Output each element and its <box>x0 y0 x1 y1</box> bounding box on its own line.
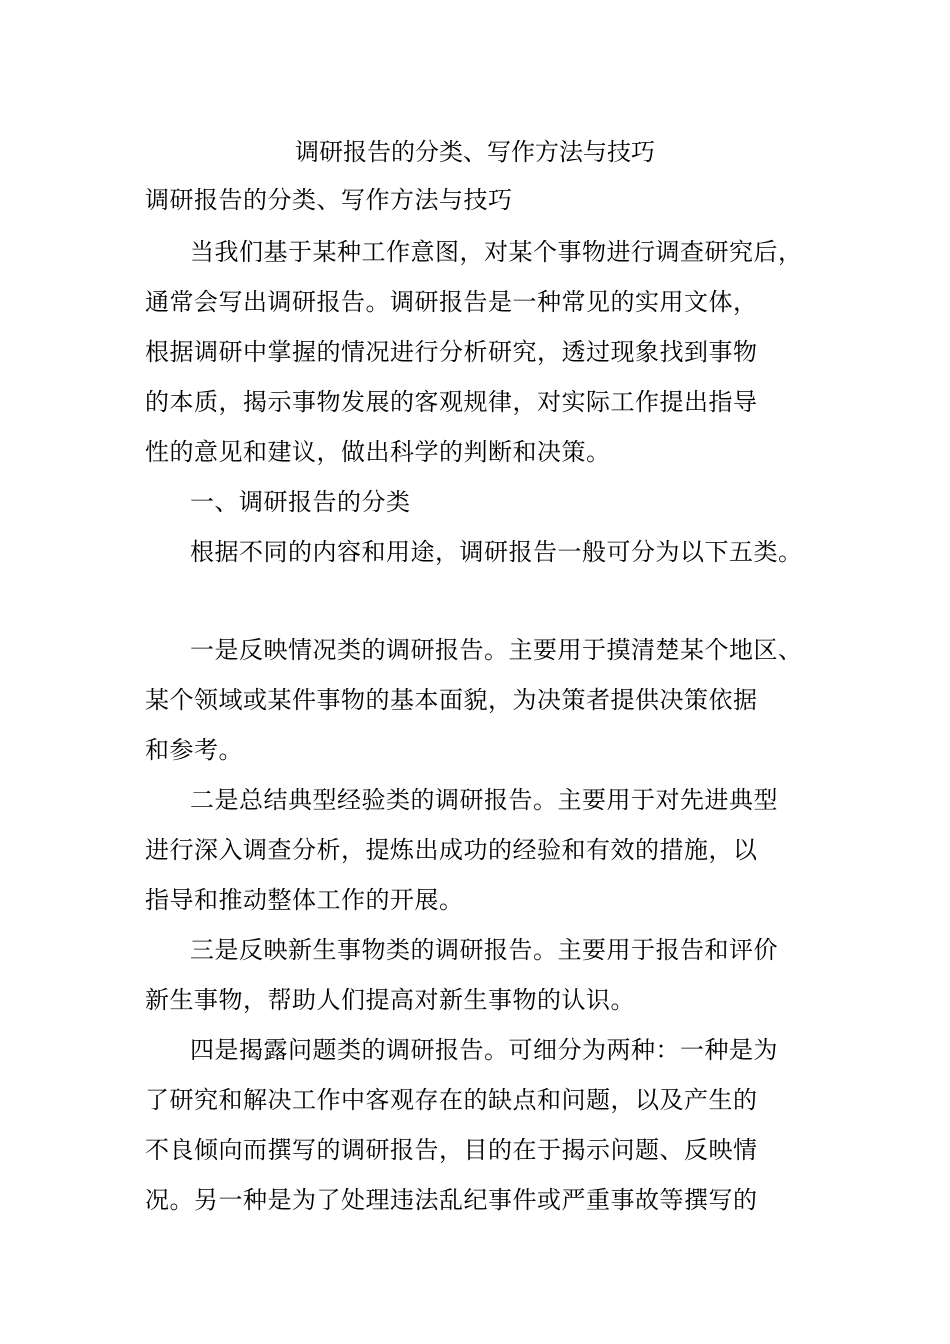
paragraph-line: 四是揭露问题类的调研报告。可细分为两种：一种是为 <box>190 1036 778 1064</box>
paragraph-line: 通常会写出调研报告。调研报告是一种常见的实用文体， <box>145 288 758 316</box>
paragraph-line: 三是反映新生事物类的调研报告。主要用于报告和评价 <box>190 936 778 964</box>
paragraph-line: 某个领域或某件事物的基本面貌，为决策者提供决策依据 <box>145 686 758 714</box>
document-title: 调研报告的分类、写作方法与技巧 <box>295 138 655 166</box>
paragraph-line: 新生事物，帮助人们提高对新生事物的认识。 <box>145 986 635 1014</box>
paragraph-line: 不良倾向而撰写的调研报告，目的在于揭示问题、反映情 <box>145 1136 758 1164</box>
paragraph-line: 性的意见和建议，做出科学的判断和决策。 <box>145 438 611 466</box>
paragraph-line: 指导和推动整体工作的开展。 <box>145 886 464 914</box>
paragraph-line: 进行深入调查分析，提炼出成功的经验和有效的措施，以 <box>145 836 758 864</box>
paragraph-line: 根据调研中掌握的情况进行分析研究，透过现象找到事物 <box>145 338 758 366</box>
section-heading: 一、调研报告的分类 <box>190 488 411 516</box>
paragraph-line: 况。另一种是为了处理违法乱纪事件或严重事故等撰写的 <box>145 1186 758 1214</box>
paragraph-line: 和参考。 <box>145 736 243 764</box>
paragraph-line: 了研究和解决工作中客观存在的缺点和问题，以及产生的 <box>145 1086 758 1114</box>
paragraph-line: 二是总结典型经验类的调研报告。主要用于对先进典型 <box>190 786 778 814</box>
paragraph-line: 当我们基于某种工作意图，对某个事物进行调查研究后， <box>190 238 803 266</box>
document-subtitle: 调研报告的分类、写作方法与技巧 <box>145 186 513 214</box>
paragraph-line: 根据不同的内容和用途，调研报告一般可分为以下五类。 <box>190 538 803 566</box>
paragraph-line: 的本质，揭示事物发展的客观规律，对实际工作提出指导 <box>145 388 758 416</box>
paragraph-line: 一是反映情况类的调研报告。主要用于摸清楚某个地区、 <box>190 636 803 664</box>
